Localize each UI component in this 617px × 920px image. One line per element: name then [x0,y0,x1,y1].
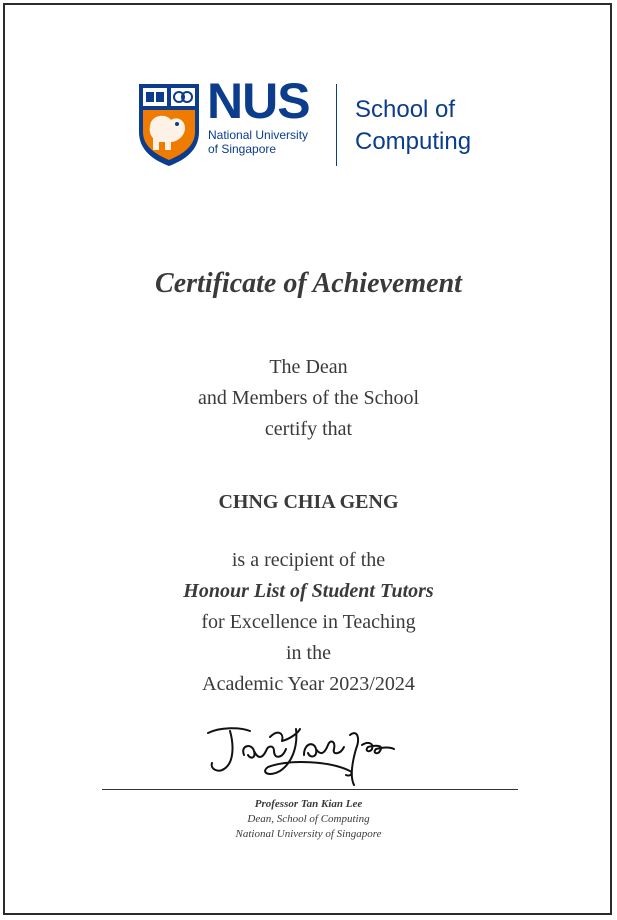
signatory-role: Dean, School of Computing [247,813,370,825]
recipient-name: CHNG CHIA GENG [218,491,399,513]
school-name-line2: Computing [355,128,472,155]
school-name [355,94,471,158]
logo-divider [336,84,337,166]
signatory-org: National University of Singapore [235,828,382,840]
nus-crest-icon [137,82,201,167]
nus-subtitle-line2: of Singapore [208,142,277,156]
intro-line-2: and Members of the School [197,387,420,409]
school-name-line1: School of [355,96,456,123]
intro-line-1: The Dean [269,356,348,378]
academic-year: Academic Year 2023/2024 [202,673,415,695]
recipient-line: is a recipient of the [231,549,386,571]
nus-subtitle-line1: National University [208,128,309,142]
certificate-title: Certificate of Achievement [155,268,462,299]
nus-wordmark: NUS [207,73,310,129]
signature-image [200,715,420,795]
honour-title: Honour List of Student Tutors [183,580,434,602]
signatory-name: Professor Tan Kian Lee [254,798,363,810]
signatory-block [0,797,617,842]
signature-line [102,789,518,790]
nus-subtitle [208,128,308,156]
award-text [0,545,617,700]
nus-soc-logo [137,73,497,172]
for-line: for Excellence in Teaching [201,611,416,633]
intro-line-3: certify that [264,418,353,440]
in-the-line: in the [286,642,331,664]
intro-text [0,352,617,445]
